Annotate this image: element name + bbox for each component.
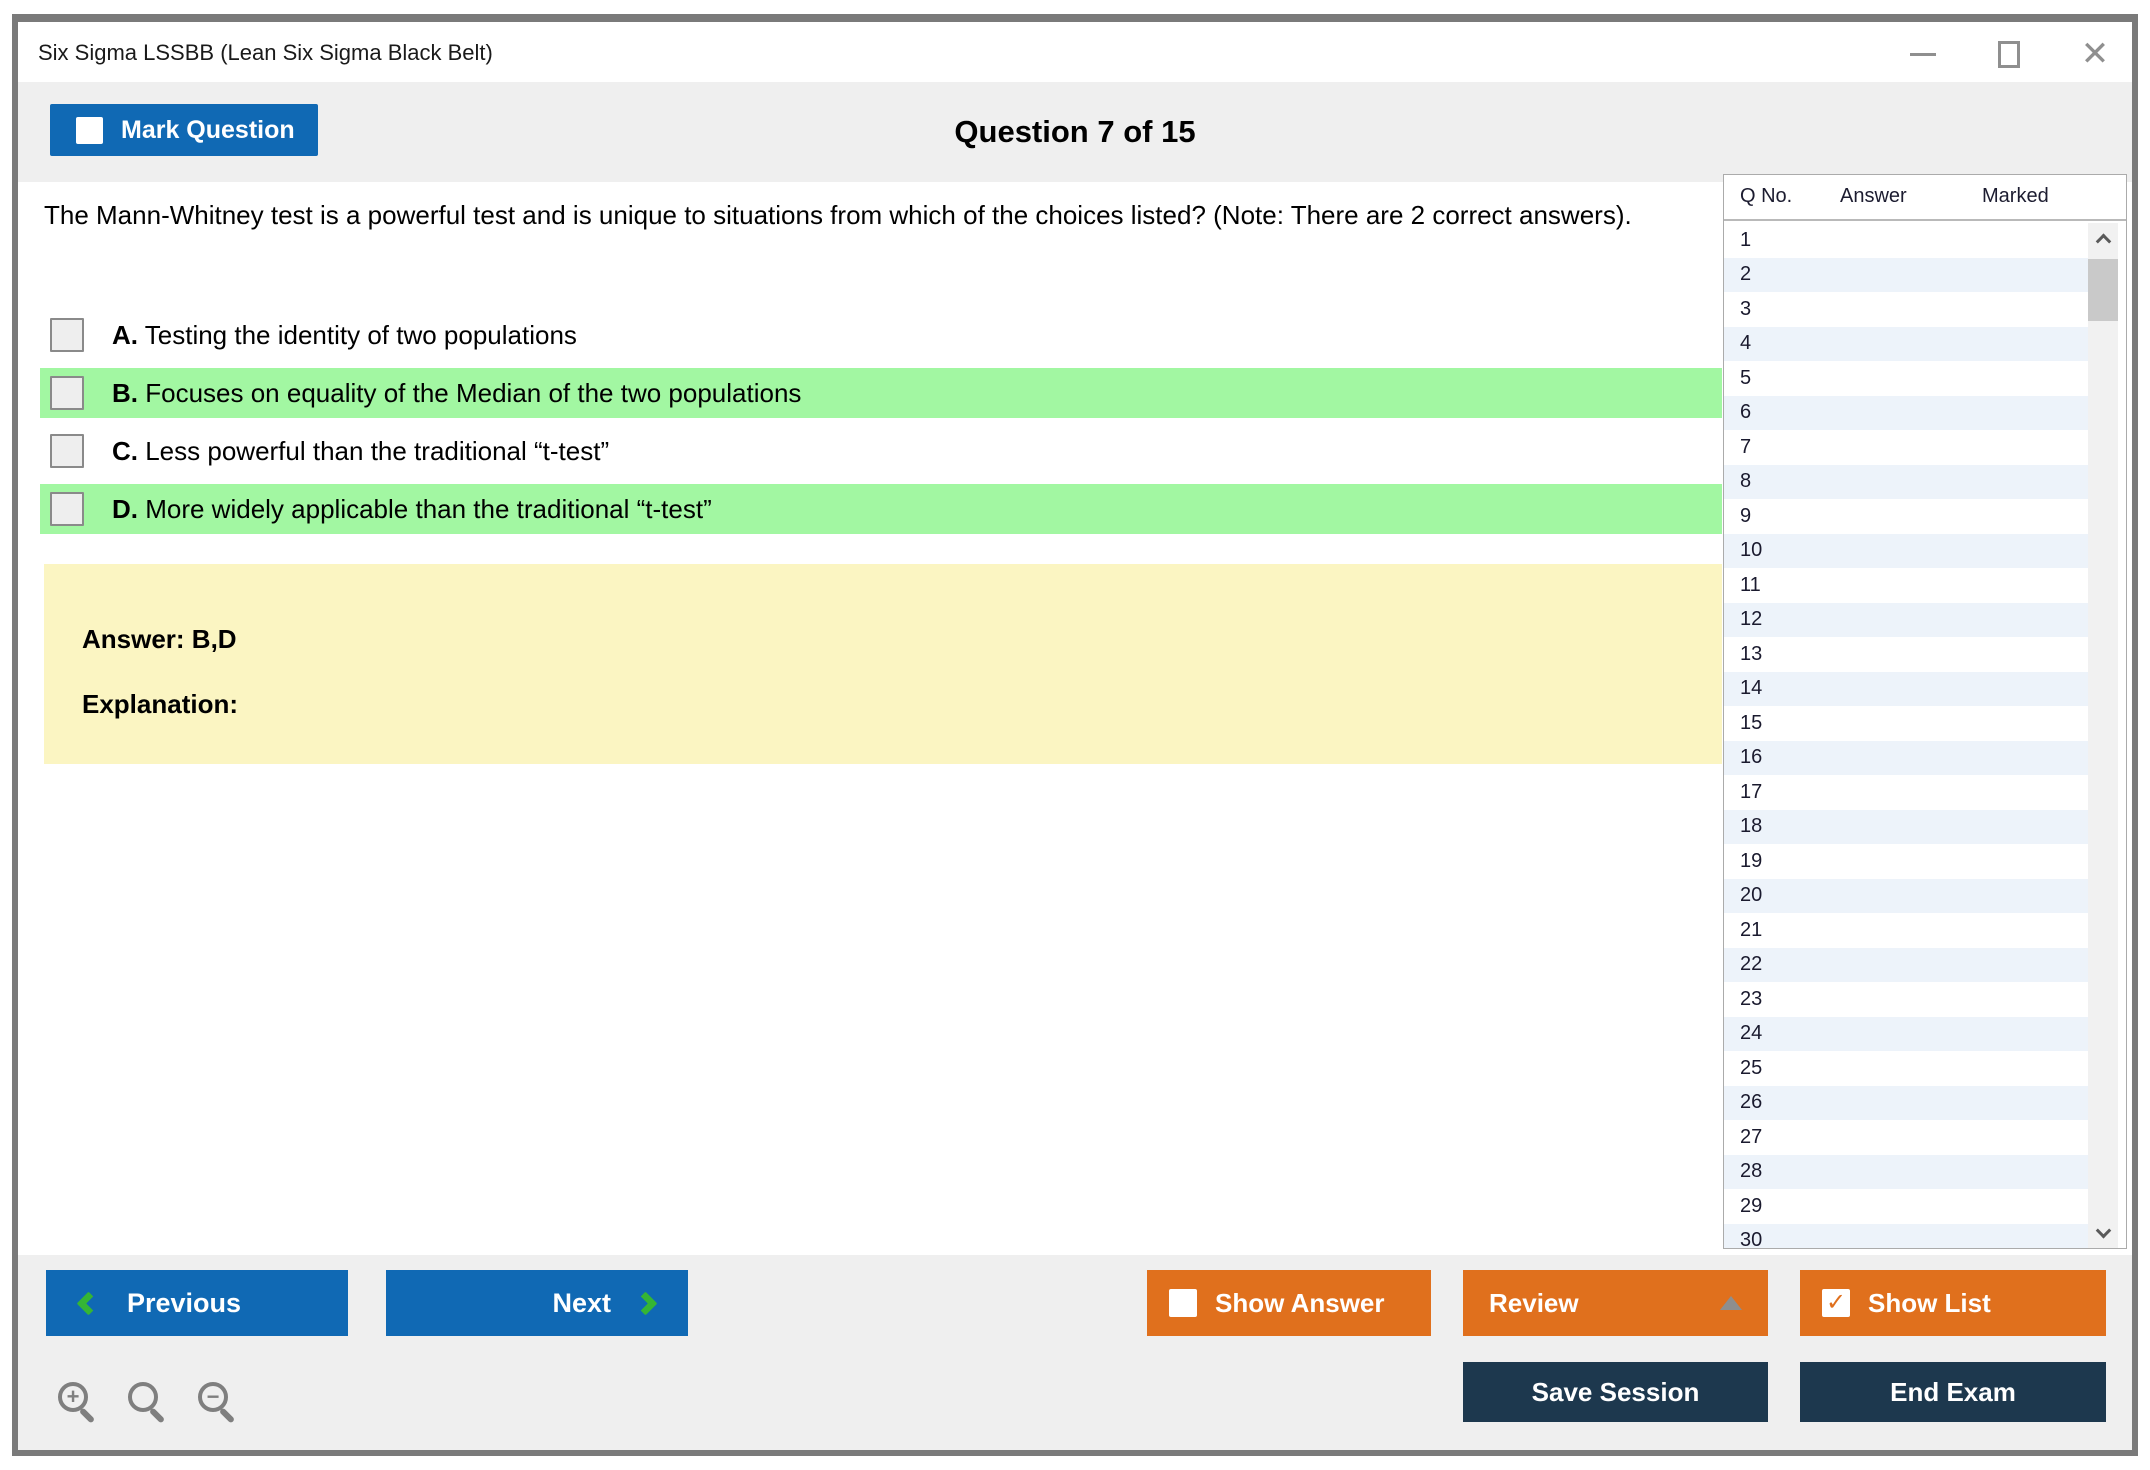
question-text: The Mann-Whitney test is a powerful test and is unique to situations from which of the choices listed? (Note: There are 2 correct answers). [44, 200, 1632, 230]
qlist-row[interactable] [1724, 1051, 2089, 1086]
review-button[interactable] [1463, 1270, 1768, 1336]
question-list-rows [1724, 223, 2089, 1248]
qlist-row-number: 5 [1740, 366, 1752, 389]
qlist-row-number: 21 [1740, 918, 1763, 941]
qlist-row-number: 8 [1740, 470, 1752, 493]
option-row-d [40, 484, 1722, 534]
question-counter: Question 7 of 15 [954, 114, 1196, 149]
show-list-checkbox[interactable] [1822, 1289, 1850, 1317]
qlist-row-number: 16 [1740, 746, 1763, 769]
save-session-label: Save Session [1531, 1376, 1700, 1407]
option-text: A. Testing the identity of two populations [112, 319, 577, 350]
qlist-row-number: 26 [1740, 1091, 1763, 1114]
show-answer-button[interactable] [1147, 1270, 1431, 1336]
option-checkbox[interactable] [50, 492, 84, 526]
qlist-row-number: 12 [1740, 608, 1763, 631]
qlist-row[interactable] [1724, 465, 2089, 500]
qlist-row[interactable] [1724, 603, 2089, 638]
previous-label: Previous [127, 1287, 242, 1318]
qlist-row-number: 25 [1740, 1056, 1763, 1079]
qlist-row[interactable] [1724, 706, 2089, 741]
qlist-row-number: 28 [1740, 1160, 1763, 1183]
scroll-down-icon[interactable] [2088, 1218, 2118, 1248]
qlist-row-number: 1 [1740, 228, 1752, 251]
qlist-row-number: 19 [1740, 849, 1763, 872]
option-text: B. Focuses on equality of the Median of the two populations [112, 377, 802, 408]
qlist-row[interactable] [1724, 327, 2089, 362]
minimize-icon[interactable] [1908, 39, 1938, 69]
show-answer-label: Show Answer [1215, 1287, 1385, 1318]
answer-line: Answer: B,D [82, 624, 237, 654]
option-text: C. Less powerful than the traditional “t-test” [112, 435, 610, 466]
qlist-row-number: 23 [1740, 987, 1763, 1010]
qlist-row[interactable] [1724, 258, 2089, 293]
column-header-qno: Q No. [1740, 185, 1793, 207]
question-list-header [1724, 175, 2126, 221]
qlist-row[interactable] [1724, 361, 2089, 396]
qlist-row-number: 14 [1740, 677, 1763, 700]
question-list-scrollbar[interactable] [2088, 223, 2118, 1248]
option-text: D. More widely applicable than the traditional “t-test” [112, 493, 712, 524]
qlist-row[interactable] [1724, 1086, 2089, 1121]
explanation-line: Explanation: [82, 689, 239, 719]
triangle-up-icon [1720, 1296, 1742, 1310]
qlist-row[interactable] [1724, 1120, 2089, 1155]
qlist-row[interactable] [1724, 1155, 2089, 1190]
qlist-row-number: 22 [1740, 953, 1763, 976]
qlist-row-number: 18 [1740, 815, 1763, 838]
option-row-b [40, 368, 1722, 418]
qlist-row[interactable] [1724, 499, 2089, 534]
maximize-icon[interactable] [1994, 39, 2024, 69]
qlist-row[interactable] [1724, 810, 2089, 845]
show-list-button[interactable] [1800, 1270, 2106, 1336]
qlist-row-number: 17 [1740, 780, 1763, 803]
qlist-row-number: 7 [1740, 435, 1752, 458]
qlist-row[interactable] [1724, 844, 2089, 879]
header-band [18, 82, 2132, 182]
qlist-row[interactable] [1724, 1224, 2089, 1249]
qlist-row[interactable] [1724, 913, 2089, 948]
qlist-row[interactable] [1724, 396, 2089, 431]
qlist-row-number: 4 [1740, 332, 1752, 355]
save-session-button[interactable] [1463, 1362, 1768, 1422]
qlist-row-number: 24 [1740, 1022, 1763, 1045]
review-label: Review [1489, 1287, 1579, 1318]
zoom-tools [56, 1380, 244, 1430]
qlist-row[interactable] [1724, 879, 2089, 914]
option-checkbox[interactable] [50, 318, 84, 352]
zoom-out-icon[interactable]: − [196, 1380, 244, 1430]
options-list [40, 310, 1722, 542]
qlist-row[interactable] [1724, 637, 2089, 672]
chevron-left-icon [76, 1291, 100, 1315]
qlist-row[interactable] [1724, 775, 2089, 810]
qlist-row-number: 27 [1740, 1125, 1763, 1148]
qlist-row[interactable] [1724, 430, 2089, 465]
qlist-row[interactable] [1724, 741, 2089, 776]
qlist-row[interactable] [1724, 534, 2089, 569]
qlist-row-number: 20 [1740, 884, 1763, 907]
scrollbar-thumb[interactable] [2088, 259, 2118, 321]
qlist-row[interactable] [1724, 982, 2089, 1017]
qlist-row[interactable] [1724, 568, 2089, 603]
qlist-row-number: 3 [1740, 297, 1752, 320]
qlist-row-number: 11 [1740, 573, 1761, 596]
qlist-row[interactable] [1724, 292, 2089, 327]
window-controls [1908, 36, 2110, 72]
qlist-row[interactable] [1724, 1017, 2089, 1052]
mark-question-checkbox[interactable] [76, 117, 103, 144]
qlist-row-number: 9 [1740, 504, 1752, 527]
qlist-row-number: 29 [1740, 1194, 1763, 1217]
column-header-marked: Marked [1982, 185, 2049, 207]
end-exam-button[interactable] [1800, 1362, 2106, 1422]
qlist-row[interactable] [1724, 1189, 2089, 1224]
qlist-row-number: 10 [1740, 539, 1763, 562]
chevron-right-icon [633, 1291, 657, 1315]
option-row-c [40, 426, 1722, 476]
previous-button[interactable] [46, 1270, 348, 1336]
qlist-row-number: 13 [1740, 642, 1763, 665]
answer-box [44, 564, 1722, 764]
column-header-answer: Answer [1840, 185, 1907, 207]
qlist-row-number: 2 [1740, 263, 1752, 286]
option-checkbox[interactable] [50, 376, 84, 410]
qlist-row-number: 15 [1740, 711, 1763, 734]
option-row-a [40, 310, 1722, 360]
end-exam-label: End Exam [1890, 1376, 2016, 1407]
window-title: Six Sigma LSSBB (Lean Six Sigma Black Belt) [38, 40, 493, 65]
question-list-panel [1723, 174, 2127, 1249]
mark-question-label: Mark Question [121, 115, 295, 144]
qlist-row[interactable] [1724, 672, 2089, 707]
zoom-in-icon[interactable]: + [56, 1380, 104, 1430]
next-button[interactable] [386, 1270, 688, 1336]
qlist-row[interactable] [1724, 223, 2089, 258]
option-checkbox[interactable] [50, 434, 84, 468]
title-bar [18, 22, 2132, 82]
show-list-label: Show List [1868, 1287, 1991, 1318]
magnifier-icon[interactable] [126, 1380, 174, 1430]
qlist-row-number: 6 [1740, 401, 1752, 424]
close-icon[interactable]: ✕ [2080, 35, 2110, 73]
app-window [12, 14, 2138, 1456]
scroll-up-icon[interactable] [2088, 223, 2118, 253]
qlist-row[interactable] [1724, 948, 2089, 983]
checkmark-icon: ✓ [1825, 1289, 1847, 1316]
next-label: Next [552, 1287, 611, 1318]
mark-question-button[interactable] [50, 104, 318, 156]
qlist-row-number: 30 [1740, 1229, 1763, 1248]
show-answer-checkbox[interactable] [1169, 1289, 1197, 1317]
footer-bar [18, 1255, 2132, 1452]
